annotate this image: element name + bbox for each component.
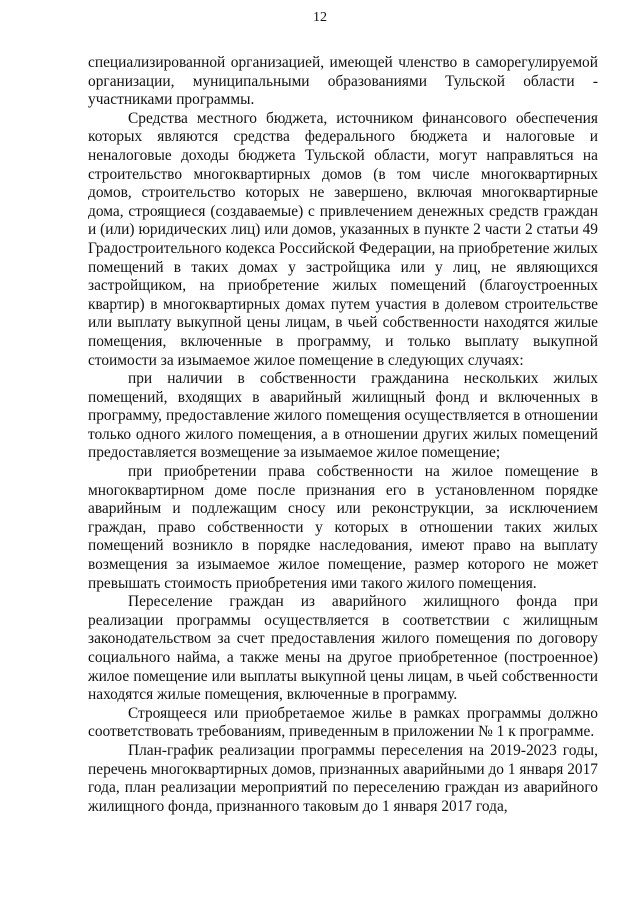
paragraph-6: Строящееся или приобретаемое жилье в рамках программы должно соответствовать требованиям, приведенным в приложении № 1 к программе. bbox=[88, 704, 598, 741]
paragraph-7: План-график реализации программы переселения на 2019-2023 годы, перечень многоквартирных домов, признанных аварийными до 1 января 2017 года, план реализации мероприятий по переселению граждан из аварийного жилищного фонда, признанного таковым до 1 января 2017 года, bbox=[88, 741, 598, 815]
page-number: 12 bbox=[313, 10, 327, 25]
paragraph-2: Средства местного бюджета, источником финансового обеспечения которых являются средства федерального бюджета и налоговые и неналоговые доходы бюджета Тульской области, могут направляться на строительство многоквартирных домов (в том числе многоквартирных домов, строительство которых не завершено, включая многоквартирные дома, строящиеся (создаваемые) с привлечением денежных средств граждан и (или) юридических лиц) или домов, указанных в пункте 2 части 2 статьи 49 Градостроительного кодекса Российской Федерации, на приобретение жилых помещений в таких домах у застройщика или у лиц, не являющихся застройщиком, на приобретение жилых помещений (благоустроенных квартир) в многоквартирных домах путем участия в долевом строительстве или выплату выкупной цены лицам, в чьей собственности находятся жилые помещения, включенные в программу, и только выплату выкупной стоимости за изымаемое жилое помещение в следующих случаях: bbox=[88, 109, 598, 369]
paragraph-1: специализированной организацией, имеющей членство в саморегулируемой организации, муниципальными образованиями Тульской области - участниками программы. bbox=[88, 54, 598, 109]
paragraph-3: при наличии в собственности гражданина нескольких жилых помещений, входящих в аварийный жилищный фонд и включенных в программу, предоставление жилого помещения осуществляется в отношении только одного жилого помещения, а в отношении других жилых помещений предоставляется возмещение за изымаемое жилое помещение; bbox=[88, 370, 598, 462]
paragraph-4: при приобретении права собственности на жилое помещение в многоквартирном доме после признания его в установленном порядке аварийным и подлежащим сносу или реконструкции, за исключением граждан, право собственности у которых в отношении таких жилых помещений возникло в порядке наследования, имеют право на выплату возмещения за изымаемое жилое помещение, размер которого не может превышать стоимость приобретения ими такого жилого помещения. bbox=[88, 463, 598, 592]
paragraph-5: Переселение граждан из аварийного жилищного фонда при реализации программы осуществляется в соответствии с жилищным законодательством за счет предоставления жилого помещения по договору социального найма, а также мены на другое приобретенное (построенное) жилое помещение или выплаты выкупной цены лицам, в чьей собственности находятся жилые помещения, включенные в программу. bbox=[88, 593, 598, 704]
document-body bbox=[88, 54, 598, 816]
